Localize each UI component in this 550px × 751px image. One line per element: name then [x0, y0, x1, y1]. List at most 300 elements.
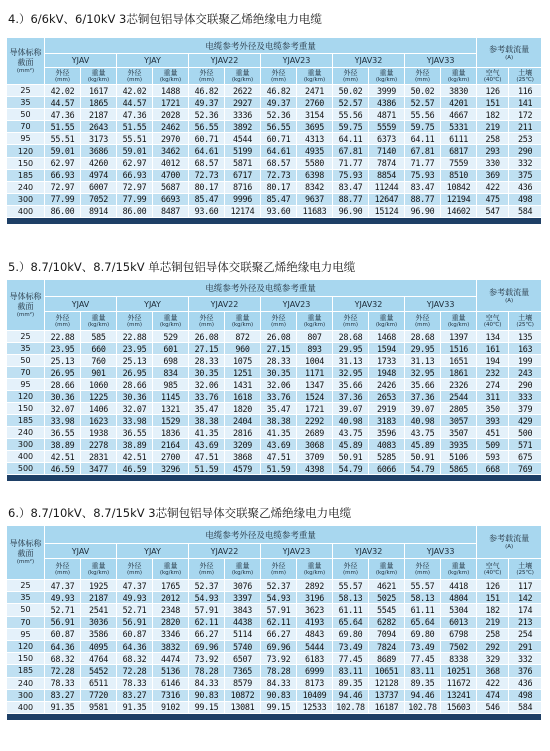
value-cell: 4083: [369, 439, 405, 451]
value-cell: 80.17: [261, 181, 297, 193]
value-cell: 10872: [225, 689, 261, 701]
ampacity-label: 参考载流量: [489, 44, 530, 54]
value-cell: 32.06: [261, 379, 297, 391]
table-row: [7, 604, 542, 616]
value-cell: 3623: [297, 604, 333, 616]
value-cell: 2970: [153, 133, 189, 145]
type-header: YJAV22: [189, 544, 261, 559]
value-cell: 3935: [441, 439, 477, 451]
footer-bar-cell: [7, 218, 542, 225]
value-cell: 1225: [81, 391, 117, 403]
weight-header-label: 重量: [235, 561, 250, 570]
cross-section-cell: 150: [7, 403, 45, 415]
soil-header-label: 土壤: [518, 561, 533, 570]
value-cell: 760: [81, 355, 117, 367]
weight-header-label: 重量: [307, 313, 322, 322]
table-row: [7, 653, 542, 665]
od-header: [45, 312, 81, 331]
value-cell: 26.95: [117, 367, 153, 379]
cross-section-cell: 120: [7, 640, 45, 652]
value-cell: 47.37: [117, 580, 153, 592]
value-cell: 52.57: [405, 97, 441, 109]
od-header-label: 外径: [415, 561, 430, 570]
value-cell: 274: [477, 379, 509, 391]
od-header-unit: (mm): [126, 76, 142, 83]
weight-header-label: 重量: [451, 313, 466, 322]
cross-section-cell: 240: [7, 427, 45, 439]
air-header: [477, 559, 509, 580]
value-cell: 2760: [297, 97, 333, 109]
value-cell: 51.55: [45, 121, 81, 133]
weight-header-label: 重量: [91, 313, 106, 322]
value-cell: 30.35: [261, 367, 297, 379]
value-cell: 7052: [81, 193, 117, 205]
value-cell: 30.36: [45, 391, 81, 403]
value-cell: 35.47: [261, 403, 297, 415]
value-cell: 66.27: [261, 628, 297, 640]
value-cell: 30.35: [189, 367, 225, 379]
value-cell: 47.36: [45, 109, 81, 121]
value-cell: 4474: [153, 653, 189, 665]
value-cell: 33.76: [261, 391, 297, 403]
soil-header-label: 土壤: [518, 68, 533, 77]
conductor-unit: (mm²): [16, 559, 35, 565]
weight-header: [225, 559, 261, 580]
value-cell: 7824: [369, 640, 405, 652]
value-cell: 37.36: [405, 391, 441, 403]
value-cell: 52.37: [261, 580, 297, 592]
value-cell: 69.96: [261, 640, 297, 652]
od-header-unit: (mm): [342, 321, 358, 328]
value-cell: 49.37: [189, 97, 225, 109]
value-cell: 49.93: [45, 592, 81, 604]
cross-section-cell: 150: [7, 653, 45, 665]
value-cell: 163: [509, 343, 542, 355]
value-cell: 350: [477, 403, 509, 415]
value-cell: 834: [153, 367, 189, 379]
value-cell: 6717: [225, 169, 261, 181]
cross-section-cell: 25: [7, 331, 45, 343]
value-cell: 71.77: [333, 157, 369, 169]
value-cell: 593: [477, 451, 509, 463]
table-row: [7, 331, 542, 343]
value-cell: 60.71: [261, 133, 297, 145]
soil-header-unit: (25℃): [516, 76, 534, 83]
cross-section-cell: 35: [7, 97, 45, 109]
value-cell: 2622: [225, 85, 261, 97]
value-cell: 58.13: [405, 592, 441, 604]
type-header: YJAV23: [261, 297, 333, 312]
value-cell: 88.77: [405, 193, 441, 205]
value-cell: 7316: [153, 689, 189, 701]
weight-header-label: 重量: [235, 68, 250, 77]
weight-header-label: 重量: [379, 68, 394, 77]
value-cell: 85.47: [189, 193, 225, 205]
value-cell: 232: [477, 367, 509, 379]
table-row: [7, 427, 542, 439]
type-header: YJAV33: [405, 544, 477, 559]
ampacity-label: 参考载流量: [489, 534, 530, 543]
value-cell: 293: [477, 145, 509, 157]
weight-header-label: 重量: [307, 68, 322, 77]
weight-header-unit: (kg/km): [447, 569, 470, 576]
value-cell: 2643: [81, 121, 117, 133]
od-header-label: 外径: [271, 313, 286, 322]
value-cell: 6146: [153, 677, 189, 689]
value-cell: 9637: [297, 193, 333, 205]
table-row: [7, 97, 542, 109]
table-row: [7, 628, 542, 640]
value-cell: 44.57: [45, 97, 81, 109]
value-cell: 68.57: [261, 157, 297, 169]
value-cell: 59.75: [405, 121, 441, 133]
value-cell: 151: [477, 97, 509, 109]
table-row: [7, 133, 542, 145]
table-row: [7, 121, 542, 133]
value-cell: 2426: [369, 379, 405, 391]
value-cell: 50.91: [333, 451, 369, 463]
table-row: [7, 580, 542, 592]
value-cell: 174: [509, 604, 542, 616]
value-cell: 36.55: [45, 427, 81, 439]
type-header: YJAY: [117, 544, 189, 559]
value-cell: 3868: [225, 451, 261, 463]
ampacity-header: [477, 526, 542, 559]
value-cell: 1075: [225, 355, 261, 367]
value-cell: 54.93: [189, 592, 225, 604]
value-cell: 47.37: [45, 580, 81, 592]
od-header-unit: (mm): [126, 569, 142, 576]
soil-header-unit: (25℃): [516, 569, 534, 576]
ampacity-label: 参考载流量: [489, 287, 530, 297]
value-cell: 601: [153, 343, 189, 355]
value-cell: 12194: [441, 193, 477, 205]
od-header: [189, 312, 225, 331]
value-cell: 2187: [81, 592, 117, 604]
value-cell: 199: [509, 355, 542, 367]
value-cell: 46.59: [45, 463, 81, 475]
value-cell: 475: [477, 193, 509, 205]
value-cell: 1594: [369, 343, 405, 355]
value-cell: 2348: [153, 604, 189, 616]
weight-header-unit: (kg/km): [231, 76, 254, 83]
air-header-unit: (40℃): [483, 569, 502, 576]
value-cell: 38.38: [189, 415, 225, 427]
value-cell: 32.07: [45, 403, 81, 415]
cross-section-cell: 95: [7, 133, 45, 145]
value-cell: 6066: [369, 463, 405, 475]
value-cell: 253: [509, 133, 542, 145]
value-cell: 75.93: [333, 169, 369, 181]
value-cell: 698: [153, 355, 189, 367]
table-row: [7, 403, 542, 415]
od-header-unit: (mm): [414, 569, 430, 576]
value-cell: 3843: [225, 604, 261, 616]
value-cell: 71.77: [405, 157, 441, 169]
value-cell: 89.35: [405, 677, 441, 689]
value-cell: 2164: [153, 439, 189, 451]
value-cell: 52.37: [189, 580, 225, 592]
value-cell: 376: [509, 665, 542, 677]
value-cell: 8689: [369, 653, 405, 665]
weight-header-unit: (kg/km): [375, 569, 398, 576]
od-header: [189, 559, 225, 580]
cross-section-cell: 240: [7, 181, 45, 193]
value-cell: 8854: [369, 169, 405, 181]
table-row: [7, 109, 542, 121]
value-cell: 26.95: [45, 367, 81, 379]
value-cell: 1529: [153, 415, 189, 427]
value-cell: 56.55: [189, 121, 225, 133]
value-cell: 72.28: [117, 665, 153, 677]
value-cell: 6013: [441, 616, 477, 628]
value-cell: 1321: [153, 403, 189, 415]
cross-section-cell: 185: [7, 415, 45, 427]
cross-section-cell: 70: [7, 367, 45, 379]
od-header: [333, 68, 369, 85]
value-cell: 56.91: [117, 616, 153, 628]
value-cell: 43.69: [189, 439, 225, 451]
value-cell: 51.59: [189, 463, 225, 475]
type-header-row: [7, 544, 542, 559]
value-cell: 219: [477, 616, 509, 628]
weight-header: [153, 559, 189, 580]
cross-section-cell: 300: [7, 193, 45, 205]
value-cell: 78.33: [117, 677, 153, 689]
weight-header-label: 重量: [307, 561, 322, 570]
weight-header-unit: (kg/km): [159, 321, 182, 328]
value-cell: 2820: [153, 616, 189, 628]
value-cell: 91.35: [117, 701, 153, 713]
value-cell: 311: [477, 391, 509, 403]
value-cell: 1948: [369, 367, 405, 379]
value-cell: 8173: [297, 677, 333, 689]
value-cell: 872: [225, 331, 261, 343]
value-cell: 96.90: [405, 205, 441, 217]
value-cell: 64.36: [45, 640, 81, 652]
weight-header-unit: (kg/km): [375, 76, 398, 83]
od-header-label: 外径: [271, 68, 286, 77]
value-cell: 6999: [297, 665, 333, 677]
cross-section-cell: 400: [7, 451, 45, 463]
weight-header-label: 重量: [163, 68, 178, 77]
value-cell: 2541: [81, 604, 117, 616]
weight-header-unit: (kg/km): [447, 76, 470, 83]
type-header: YJAV32: [333, 544, 405, 559]
value-cell: 62.11: [261, 616, 297, 628]
weight-header-label: 重量: [91, 68, 106, 77]
type-header: YJAV22: [189, 54, 261, 68]
weight-header: [225, 68, 261, 85]
value-cell: 5136: [153, 665, 189, 677]
cross-section-cell: 240: [7, 677, 45, 689]
value-cell: 64.36: [117, 640, 153, 652]
type-header: YJAV23: [261, 544, 333, 559]
value-cell: 5545: [369, 604, 405, 616]
value-cell: 584: [509, 701, 542, 713]
ampacity-unit: (A): [505, 297, 514, 304]
value-cell: 3154: [297, 109, 333, 121]
value-cell: 2805: [441, 403, 477, 415]
value-cell: 375: [509, 169, 542, 181]
value-cell: 6111: [441, 133, 477, 145]
value-cell: 13081: [225, 701, 261, 713]
value-cell: 2471: [297, 85, 333, 97]
value-cell: 4386: [369, 97, 405, 109]
value-cell: 46.82: [189, 85, 225, 97]
value-cell: 84.33: [261, 677, 297, 689]
od-header: [405, 559, 441, 580]
value-cell: 3477: [81, 463, 117, 475]
value-cell: 1938: [81, 427, 117, 439]
value-cell: 182: [477, 109, 509, 121]
value-cell: 1431: [225, 379, 261, 391]
soil-header-label: 土壤: [518, 313, 533, 322]
cross-section-cell: 500: [7, 463, 45, 475]
value-cell: 329: [477, 653, 509, 665]
od-header-unit: (mm): [54, 321, 70, 328]
od-header-label: 外径: [343, 561, 358, 570]
value-cell: 28.68: [405, 331, 441, 343]
weight-header-unit: (kg/km): [87, 321, 110, 328]
value-cell: 3183: [369, 415, 405, 427]
weight-header-label: 重量: [451, 68, 466, 77]
od-header-unit: (mm): [270, 321, 286, 328]
value-cell: 67.81: [405, 145, 441, 157]
od-header-label: 外径: [199, 561, 214, 570]
weight-header-unit: (kg/km): [159, 76, 182, 83]
value-cell: 67.81: [333, 145, 369, 157]
value-cell: 4313: [297, 133, 333, 145]
value-cell: 39.07: [333, 403, 369, 415]
value-cell: 51.55: [117, 121, 153, 133]
value-cell: 83.27: [117, 689, 153, 701]
od-header: [261, 68, 297, 85]
conductor-header: [7, 526, 45, 580]
conductor-label: 导体标称截面: [9, 47, 42, 67]
value-cell: 77.45: [405, 653, 441, 665]
ampacity-unit: (A): [505, 544, 514, 550]
value-cell: 55.57: [333, 580, 369, 592]
value-cell: 6183: [297, 653, 333, 665]
cross-section-cell: 50: [7, 604, 45, 616]
value-cell: 83.47: [405, 181, 441, 193]
weight-header-unit: (kg/km): [303, 321, 326, 328]
cross-section-cell: 400: [7, 701, 45, 713]
table-row: [7, 169, 542, 181]
value-cell: 72.28: [45, 665, 81, 677]
value-cell: 6507: [225, 653, 261, 665]
value-cell: 4843: [297, 628, 333, 640]
od-header: [117, 312, 153, 331]
conductor-label: 导体标称截面: [9, 539, 42, 558]
value-cell: 2404: [225, 415, 261, 427]
value-cell: 1721: [297, 403, 333, 415]
air-header-label: 空气: [485, 68, 500, 77]
value-cell: 498: [509, 193, 542, 205]
od-header: [45, 559, 81, 580]
value-cell: 8510: [441, 169, 477, 181]
value-cell: 55.51: [117, 133, 153, 145]
value-cell: 89.35: [333, 677, 369, 689]
value-cell: 5580: [297, 157, 333, 169]
value-cell: 94.46: [333, 689, 369, 701]
value-cell: 47.51: [261, 451, 297, 463]
value-cell: 50.02: [333, 85, 369, 97]
value-cell: 32.95: [405, 367, 441, 379]
type-header: YJAV: [45, 544, 117, 559]
value-cell: 38.38: [261, 415, 297, 427]
value-cell: 56.91: [45, 616, 81, 628]
value-cell: 72.97: [45, 181, 81, 193]
cross-section-cell: 25: [7, 580, 45, 592]
weight-header: [81, 559, 117, 580]
value-cell: 292: [477, 640, 509, 652]
value-cell: 675: [509, 451, 542, 463]
value-cell: 291: [509, 640, 542, 652]
value-cell: 83.11: [405, 665, 441, 677]
weight-header-unit: (kg/km): [303, 569, 326, 576]
value-cell: 55.56: [333, 109, 369, 121]
air-header: [477, 68, 509, 85]
value-cell: 23.95: [117, 343, 153, 355]
cross-section-cell: 50: [7, 355, 45, 367]
value-cell: 12128: [369, 677, 405, 689]
type-header: YJAV33: [405, 297, 477, 312]
weight-header: [81, 68, 117, 85]
value-cell: 2462: [153, 121, 189, 133]
value-cell: 68.32: [117, 653, 153, 665]
soil-header: [509, 559, 542, 580]
value-cell: 11244: [369, 181, 405, 193]
table-row: [7, 616, 542, 628]
od-header-unit: (mm): [414, 76, 430, 83]
value-cell: 43.75: [405, 427, 441, 439]
cross-section-cell: 120: [7, 391, 45, 403]
od-header-label: 外径: [55, 68, 70, 77]
value-cell: 13737: [369, 689, 405, 701]
ampacity-unit: (A): [505, 54, 514, 61]
value-cell: 4095: [81, 640, 117, 652]
value-cell: 7140: [369, 145, 405, 157]
value-cell: 5871: [225, 157, 261, 169]
value-cell: 509: [477, 439, 509, 451]
weight-header-label: 重量: [91, 561, 106, 570]
value-cell: 64.11: [333, 133, 369, 145]
value-cell: 32.06: [189, 379, 225, 391]
value-cell: 4700: [153, 169, 189, 181]
value-cell: 52.36: [261, 109, 297, 121]
value-cell: 151: [477, 592, 509, 604]
value-cell: 4871: [369, 109, 405, 121]
value-cell: 2689: [297, 427, 333, 439]
value-cell: 15124: [369, 205, 405, 217]
value-cell: 332: [509, 653, 542, 665]
value-cell: 5687: [153, 181, 189, 193]
od-header-label: 外径: [199, 313, 214, 322]
od-header: [333, 559, 369, 580]
value-cell: 2326: [441, 379, 477, 391]
value-cell: 474: [477, 689, 509, 701]
value-cell: 3892: [225, 121, 261, 133]
value-cell: 54.93: [261, 592, 297, 604]
value-cell: 1516: [441, 343, 477, 355]
value-cell: 9102: [153, 701, 189, 713]
value-cell: 40.98: [405, 415, 441, 427]
od-header-label: 外径: [127, 68, 142, 77]
value-cell: 3068: [297, 439, 333, 451]
value-cell: 1468: [369, 331, 405, 343]
